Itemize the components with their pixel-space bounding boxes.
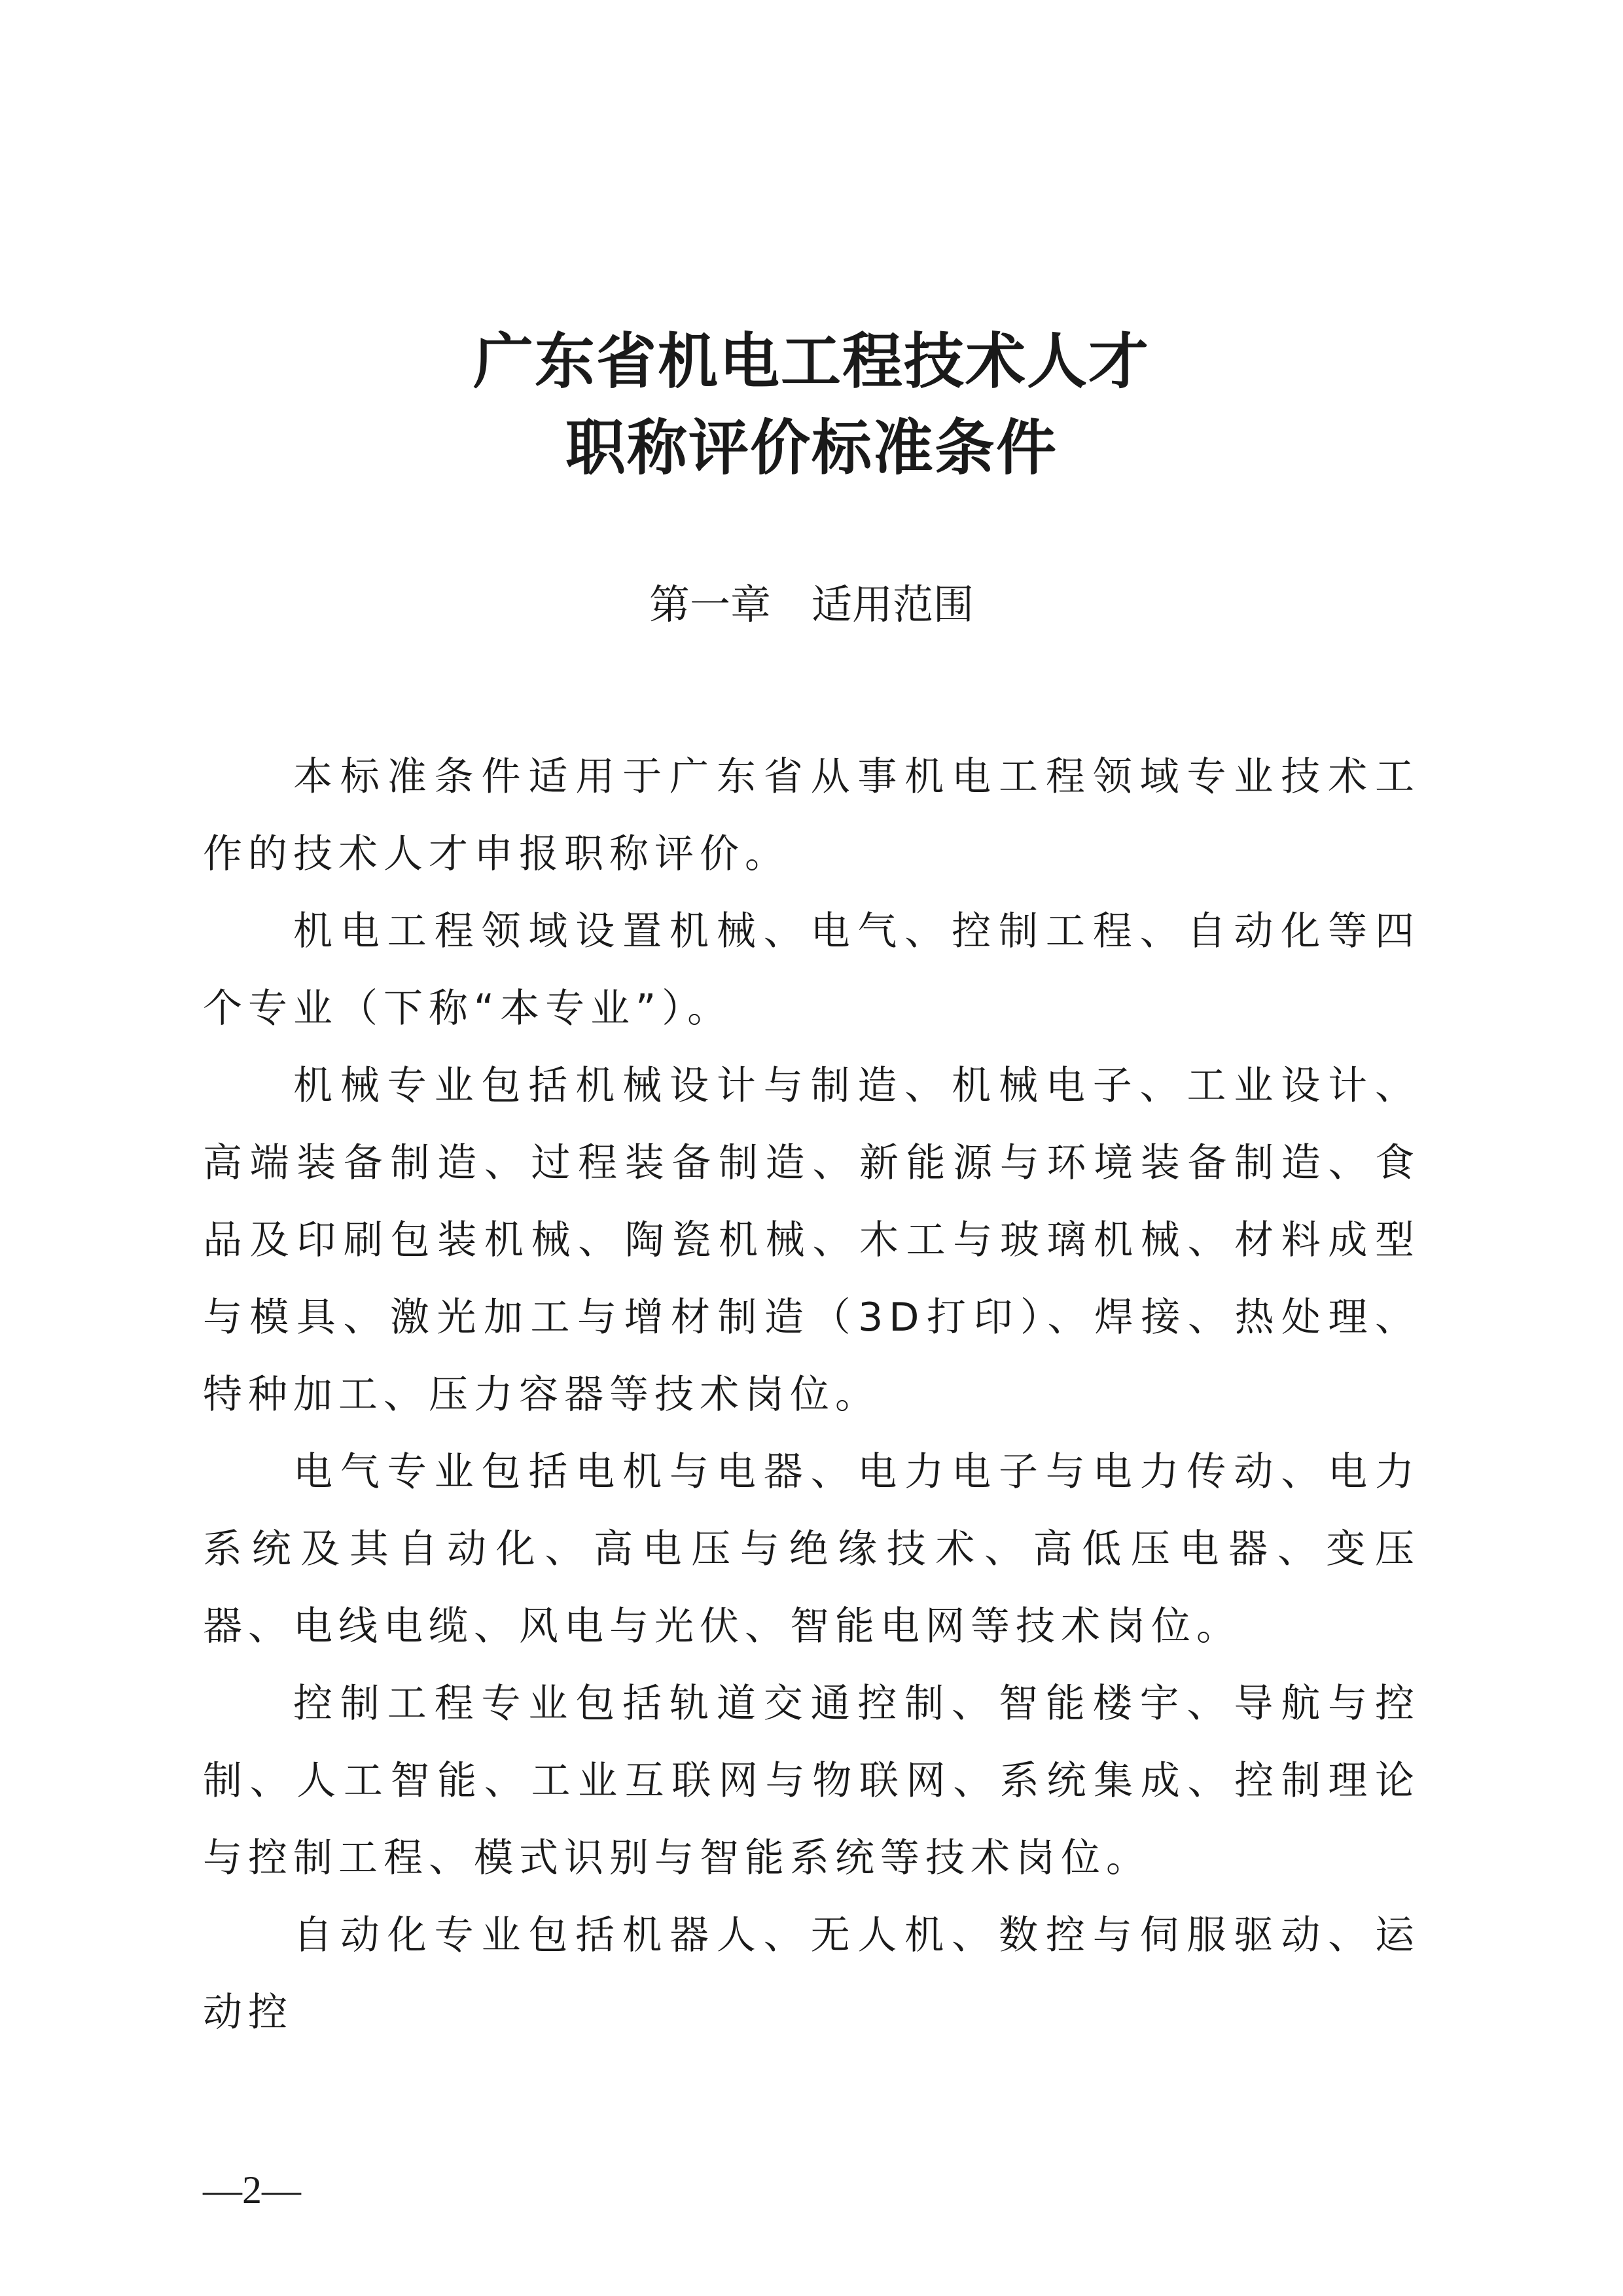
title-line-2: 职称评价标准条件: [565, 412, 1058, 483]
document-title: [0, 318, 1623, 491]
page-number: —2—: [203, 2168, 301, 2212]
paragraph-electrical: 电气专业包括电机与电器、电力电子与电力传动、电力系统及其自动化、高电压与绝缘技术、高低压电器、变压器、电线电缆、风电与光伏、智能电网等技术岗位。: [203, 1449, 1420, 1649]
chapter-number: 第一章: [649, 581, 771, 628]
title-line-1: 广东省机电工程技术人才: [473, 326, 1150, 397]
paragraph-mechanical: 机械专业包括机械设计与制造、机械电子、工业设计、高端装备制造、过程装备制造、新能源与环境装备制造、食品及印刷包装机械、陶瓷机械、木工与玻璃机械、材料成型与模具、激光加工与增材制造（3D打印）、焊接、热处理、特种加工、压力容器等技术岗位。: [203, 1063, 1420, 1418]
paragraph-control: 控制工程专业包括轨道交通控制、智能楼宇、导航与控制、人工智能、工业互联网与物联网、系统集成、控制理论与控制工程、模式识别与智能系统等技术岗位。: [203, 1681, 1420, 1881]
paragraph-scope: 本标准条件适用于广东省从事机电工程领域专业技术工作的技术人才申报职称评价。: [203, 754, 1420, 877]
chapter-title: 适用范围: [812, 581, 974, 628]
body-text: [203, 738, 1420, 2051]
paragraph-automation: 自动化专业包括机器人、无人机、数控与伺服驱动、运动控: [203, 1912, 1420, 2036]
paragraph-specialties: 机电工程领域设置机械、电气、控制工程、自动化等四个专业（下称“本专业”）。: [203, 908, 1420, 1031]
chapter-heading: [0, 572, 1623, 637]
